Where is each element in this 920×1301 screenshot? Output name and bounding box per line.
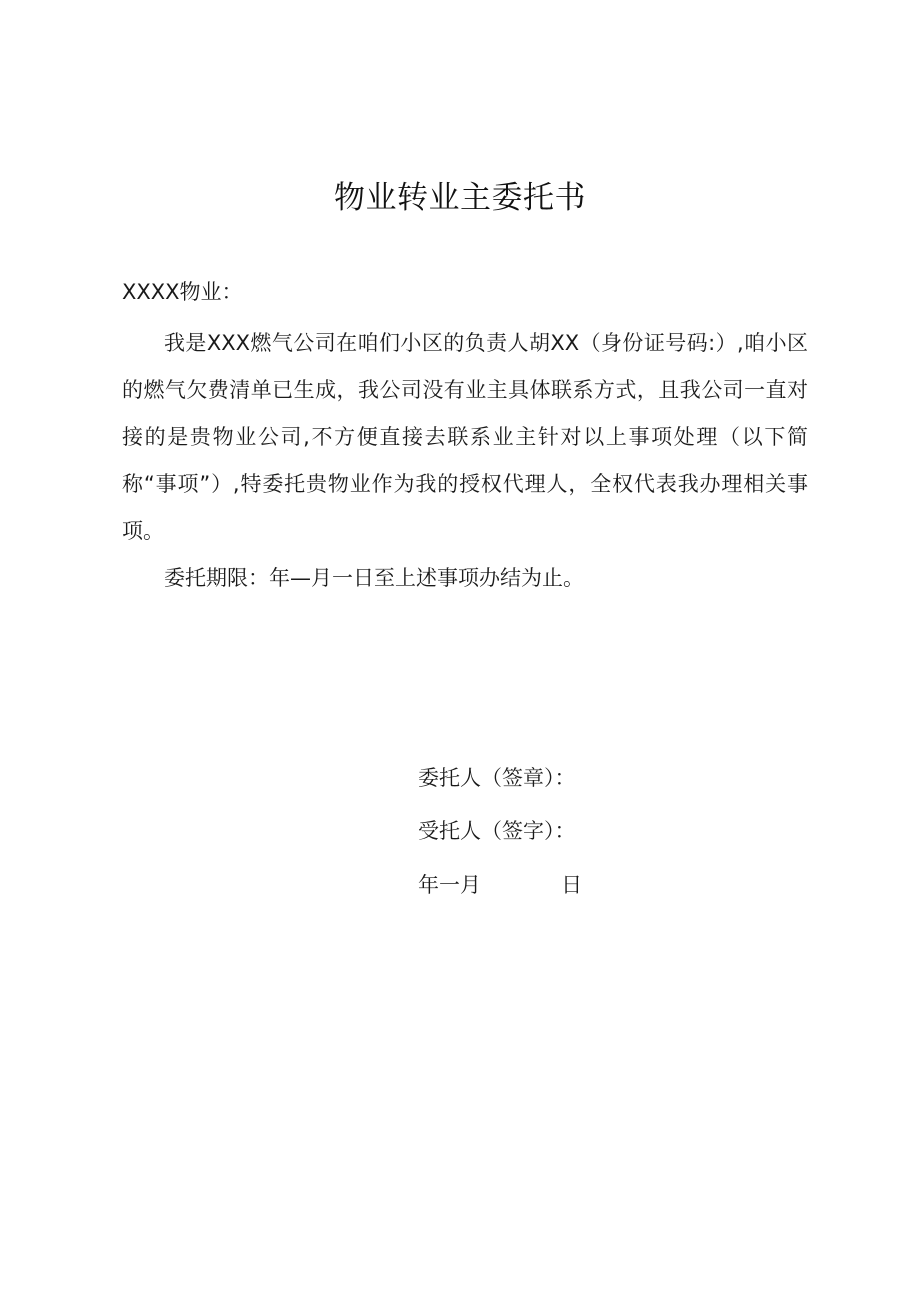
principal-signature-line: 委托人（签章）： xyxy=(418,766,576,790)
paragraph-term: 委托期限：年—月一日至上述事项办结为止。 xyxy=(164,566,584,590)
salutation: XXXX物业： xyxy=(122,280,243,304)
document-body xyxy=(122,320,808,602)
signature-date: 年一月 日 xyxy=(418,873,583,897)
paragraph-delegation: 我是XXX燃气公司在咱们小区的负责人胡XX（身份证号码:）,咱小区的燃气欠费清单已生成，我公司没有业主具体联系方式，且我公司一直对接的是贵物业公司,不方便直接去联系业主针对以上事项处理（以下简称“事项”）,特委托贵物业作为我的授权代理人，全权代表我办理相关事项。 xyxy=(122,331,808,543)
agent-signature-line: 受托人（签字）： xyxy=(418,819,576,843)
document-title: 物业转业主委托书 xyxy=(334,180,586,216)
